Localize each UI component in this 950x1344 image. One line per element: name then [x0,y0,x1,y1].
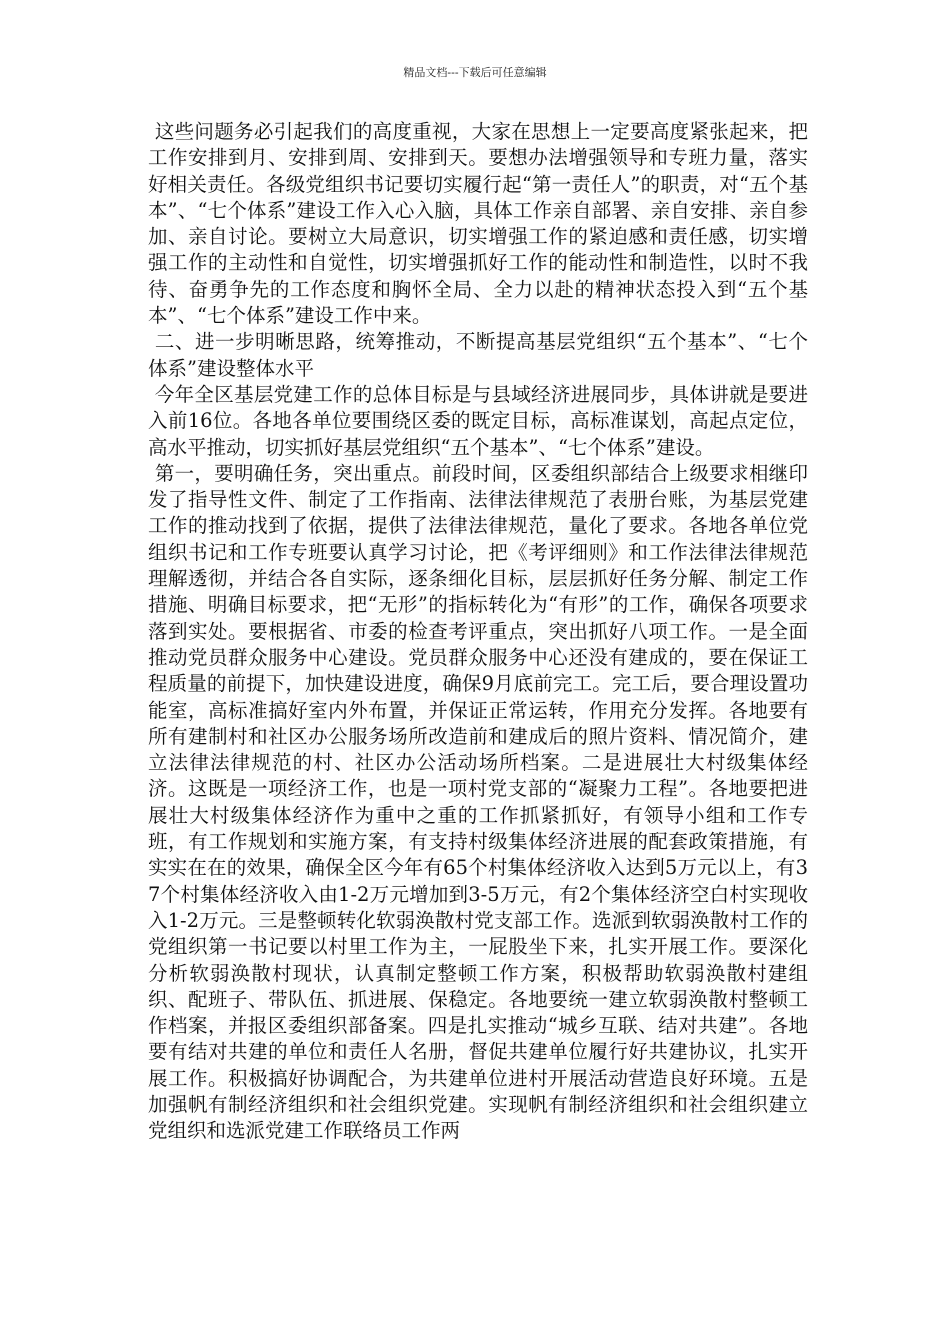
document-body [148,119,808,1145]
paragraph-tasks: 第一，要明确任务，突出重点。前段时间，区委组织部结合上级要求相继印发了指导性文件、制定了工作指南、法律法律规范了表册台账，为基层党建工作的推动找到了依据，提供了法律法律规范，量化了要求。各地各单位党组织书记和工作专班要认真学习讨论，把《考评细则》和工作法律法律规范理解透彻，并结合各自实际，逐条细化目标，层层抓好任务分解、制定工作措施、明确目标要求，把“无形”的指标转化为“有形”的工作，确保各项要求落到实处。要根据省、市委的检查考评重点，突出抓好八项工作。一是全面推动党员群众服务中心建设。党员群众服务中心还没有建成的，要在保证工程质量的前提下，加快建设进度，确保9月底前完工。完工后，要合理设置功能室，高标准搞好室内外布置，并保证正常运转，作用充分发挥。各地要有所有建制村和社区办公服务场所改造前和建成后的照片资料、情况简介，建立法律法律规范的村、社区办公活动场所档案。二是进展壮大村级集体经济。这既是一项经济工作，也是一项村党支部的“凝聚力工程”。各地要把进展壮大村级集体经济作为重中之重的工作抓紧抓好，有领导小组和工作专班，有工作规划和实施方案，有支持村级集体经济进展的配套政策措施，有实实在在的效果，确保全区今年有65个村集体经济收入达到5万元以上，有37个村集体经济收入由1-2万元增加到3-5万元，有2个集体经济空白村实现收入1-2万元。三是整顿转化软弱涣散村党支部工作。选派到软弱涣散村工作的党组织第一书记要以村里工作为主，一屁股坐下来，扎实开展工作。要深化分析软弱涣散村现状，认真制定整顿工作方案，积极帮助软弱涣散村建组织、配班子、带队伍、抓进展、保稳定。各地要统一建立软弱涣散村整顿工作档案，并报区委组织部备案。四是扎实推动“城乡互联、结对共建”。各地要有结对共建的单位和责任人名册，督促共建单位履行好共建协议，扎实开展工作。积极搞好协调配合，为共建单位进村开展活动营造良好环境。五是加强帆有制经济组织和社会组织党建。实现帆有制经济组织和社会组织建立党组织和选派党建工作联络员工作两 [148,461,808,1143]
paragraph-responsibility: 这些问题务必引起我们的高度重视，大家在思想上一定要高度紧张起来，把工作安排到月、安排到周、安排到天。要想办法增强领导和专班力量，落实好相关责任。各级党组织书记要切实履行起“第一责任人”的职责，对“五个基本”、“七个体系”建设工作入心入脑，具体工作亲自部署、亲自安排、亲自参加、亲自讨论。要树立大局意识，切实增强工作的紧迫感和责任感，切实增强工作的主动性和自觉性，切实增强抓好工作的能动性和制造性，以时不我待、奋勇争先的工作态度和胸怀全局、全力以赴的精神状态投入到“五个基本”、“七个体系”建设工作中来。 [148,120,808,328]
paragraph-overall-goal: 今年全区基层党建工作的总体目标是与县域经济进展同步，具体讲就是要进入前16位。各地各单位要围绕区委的既定目标，高标准谋划，高起点定位，高水平推动，切实抓好基层党组织“五个基本”、“七个体系”建设。 [148,382,808,459]
section-heading-two: 二、进一步明晰思路，统筹推动，不断提高基层党组织“五个基本”、“七个体系”建设整体水平 [148,330,808,380]
page-header: 精品文档---下载后可任意编辑 [403,66,547,79]
